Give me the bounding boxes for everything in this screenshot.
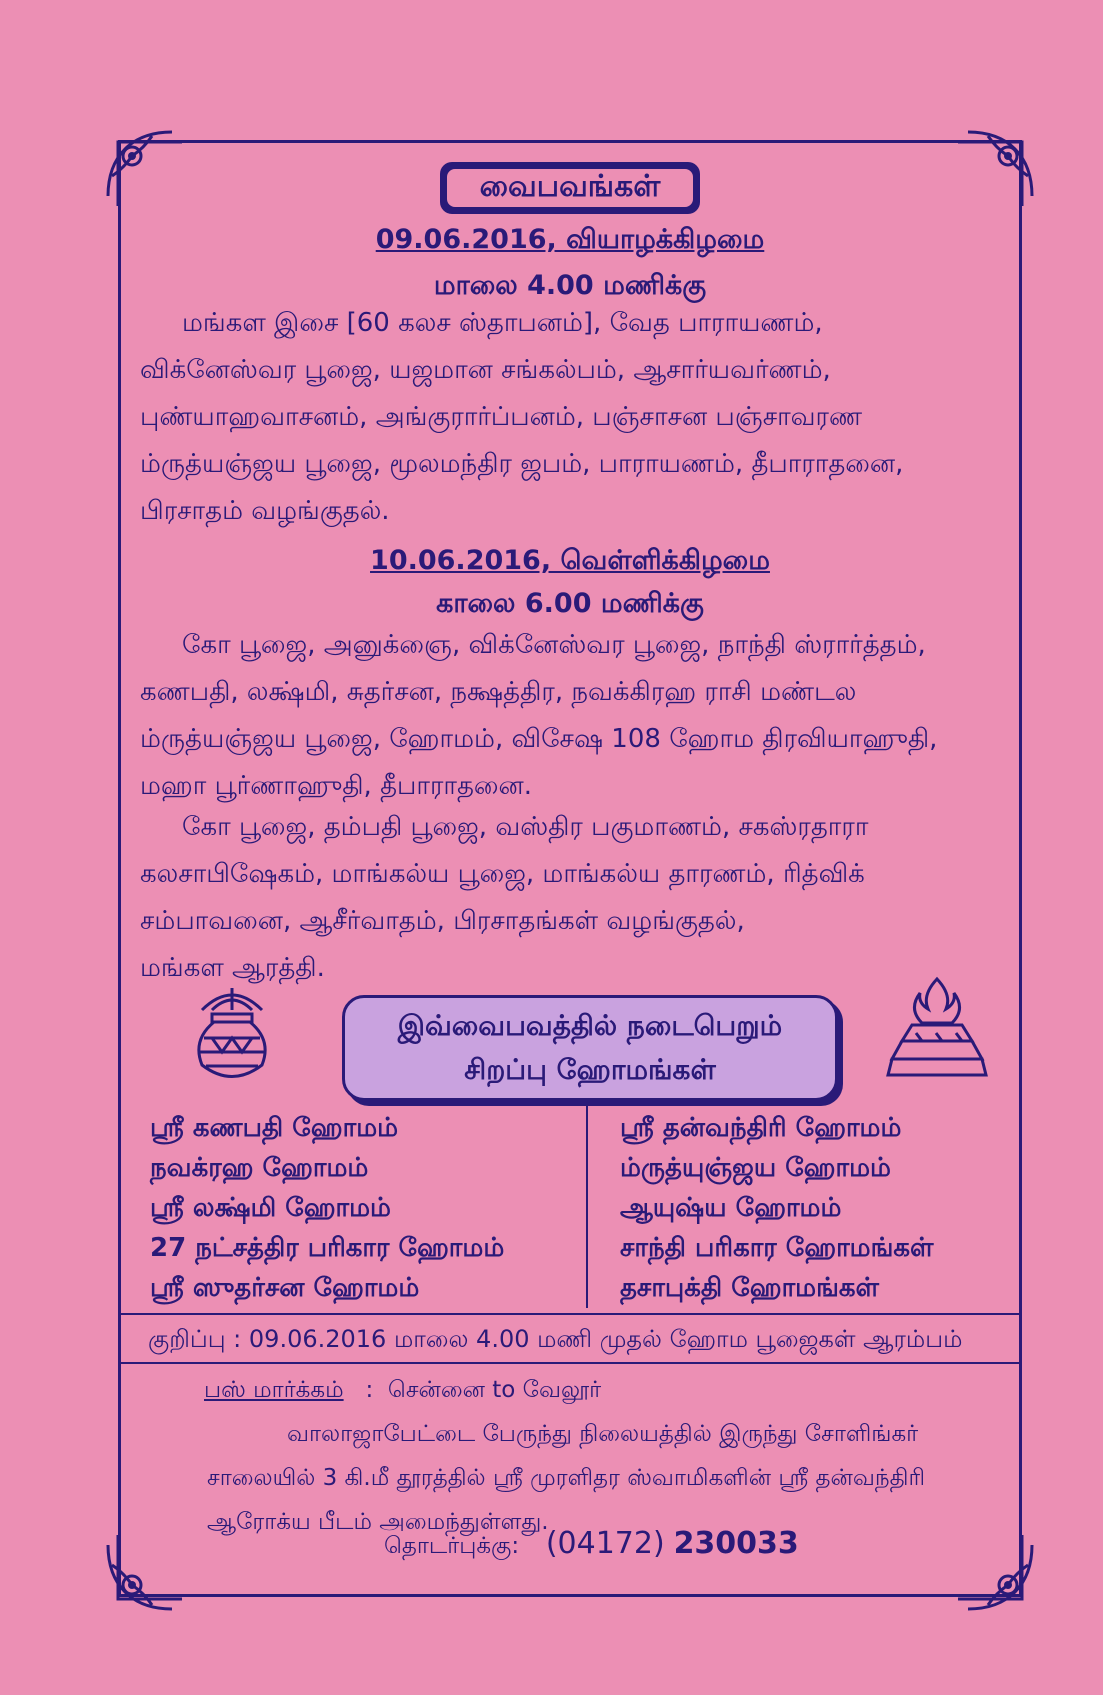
contact-label: தொடர்புக்கு:: [384, 1533, 520, 1559]
day1-ritual-line: மங்கள இசை [60 கலச ஸ்தாபனம்], வேத பாராயணம்,: [182, 308, 823, 338]
homa-fire-altar-icon: [882, 975, 992, 1085]
special-homas-heading: [342, 995, 838, 1101]
special-homas-heading-line: இவ்வைபவத்தில் நடைபெறும்: [397, 1009, 783, 1042]
day2-ritual-line: ம்ருத்யஞ்ஜய பூஜை, ஹோமம், விசேஷ 108 ஹோம திரவியாஹுதி,: [140, 724, 938, 754]
corner-ornament-icon: [102, 126, 182, 206]
day2-ritual-line: மங்கள ஆரத்தி.: [140, 953, 325, 983]
list-item: ம்ருத்யுஞ்ஜய ஹோமம்: [620, 1153, 891, 1183]
day2-ritual-line: கோ பூஜை, அனுக்ஞை, விக்னேஸ்வர பூஜை, நாந்தி ஸ்ரார்த்தம்,: [182, 630, 926, 660]
contact-area-code: (04172): [545, 1526, 665, 1561]
day2-date: 10.06.2016, வெள்ளிக்கிழமை: [370, 545, 770, 576]
list-item: ஸ்ரீ தன்வந்திரி ஹோமம்: [620, 1113, 902, 1143]
list-item: ஆயுஷ்ய ஹோமம்: [620, 1193, 842, 1223]
bus-route-label: [204, 1377, 601, 1406]
homa-list-left: [150, 1108, 504, 1308]
bus-directions-line: ஆரோக்ய பீடம் அமைந்துள்ளது.: [207, 1509, 549, 1535]
corner-ornament-icon: [958, 126, 1038, 206]
day1-ritual-line: பிரசாதம் வழங்குதல்.: [140, 496, 390, 526]
list-item: நவக்ரஹ ஹோமம்: [150, 1153, 369, 1183]
bus-directions-line: வாலாஜாபேட்டை பேருந்து நிலையத்தில் இருந்து சோளிங்கர்: [287, 1421, 919, 1447]
contact-phone-number: 230033: [673, 1526, 799, 1561]
day1-ritual-line: புண்யாஹவாசனம், அங்குரார்ப்பனம், பஞ்சாசன பஞ்சாவரண: [140, 402, 863, 432]
bus-route-colon: :: [365, 1377, 374, 1403]
kalasam-pot-icon: [182, 980, 282, 1090]
bus-directions-line: சாலையில் 3 கி.மீ தூரத்தில் ஸ்ரீ முரளிதர ஸ்வாமிகளின் ஸ்ரீ தன்வந்திரி: [207, 1465, 926, 1491]
day2-ritual-line: கணபதி, லக்ஷ்மி, சுதர்சன, நக்ஷத்திர, நவக்கிரஹ ராசி மண்டல: [140, 677, 857, 707]
day2-ritual-line: மஹா பூர்ணாஹுதி, தீபாராதனை.: [140, 771, 532, 801]
day1-ritual-line: ம்ருத்யஞ்ஜய பூஜை, மூலமந்திர ஜபம், பாராயணம், தீபாராதனை,: [140, 449, 904, 479]
day1-time: மாலை 4.00 மணிக்கு: [433, 270, 707, 301]
list-item: சாந்தி பரிகார ஹோமங்கள்: [620, 1233, 934, 1263]
special-homas-heading-line: சிறப்பு ஹோமங்கள்: [464, 1053, 716, 1086]
bus-directions: [207, 1412, 1007, 1544]
divider: [118, 1362, 1022, 1364]
homa-list-right: [620, 1108, 933, 1308]
corner-ornament-icon: [102, 1535, 182, 1615]
list-item: 27 நட்சத்திர பரிகார ஹோமம்: [150, 1233, 505, 1263]
note-text: குறிப்பு : 09.06.2016 மாலை 4.00 மணி முதல் ஹோம பூஜைகள் ஆரம்பம்: [148, 1325, 963, 1353]
day2-ritual-line: சம்பாவனை, ஆசீர்வாதம், பிரசாதங்கள் வழங்குதல்,: [140, 906, 745, 936]
day2-ritual-line: கலசாபிஷேகம், மாங்கல்ய பூஜை, மாங்கல்ய தாரணம், ரித்விக்: [140, 859, 865, 889]
day1-ritual-list: [140, 300, 1008, 535]
page-title: வைபவங்கள்: [447, 169, 693, 207]
day2-ritual-line: கோ பூஜை, தம்பதி பூஜை, வஸ்திர பகுமாணம், சகஸ்ரதாரா: [182, 812, 869, 842]
column-divider: [586, 1106, 588, 1308]
corner-ornament-icon: [958, 1535, 1038, 1615]
bus-route-path: சென்னை to வேலூர்: [387, 1377, 602, 1403]
day2-ritual-list: [140, 622, 1008, 810]
day2-ritual-list-2: [140, 804, 1008, 992]
list-item: ஸ்ரீ கணபதி ஹோமம்: [150, 1113, 399, 1143]
page-title-box: [440, 162, 700, 214]
list-item: ஸ்ரீ ஸுதர்சன ஹோமம்: [150, 1273, 420, 1303]
bus-route-heading: பஸ் மார்க்கம்: [204, 1377, 344, 1403]
day1-ritual-line: விக்னேஸ்வர பூஜை, யஜமான சங்கல்பம், ஆசார்யவர்ணம்,: [140, 355, 831, 385]
list-item: தசாபுக்தி ஹோமங்கள்: [620, 1273, 879, 1303]
day2-time: காலை 6.00 மணிக்கு: [436, 588, 704, 619]
day1-date: 09.06.2016, வியாழக்கிழமை: [375, 224, 765, 255]
contact-info: [384, 1526, 799, 1562]
divider: [118, 1313, 1022, 1315]
list-item: ஸ்ரீ லக்ஷ்மி ஹோமம்: [150, 1193, 391, 1223]
